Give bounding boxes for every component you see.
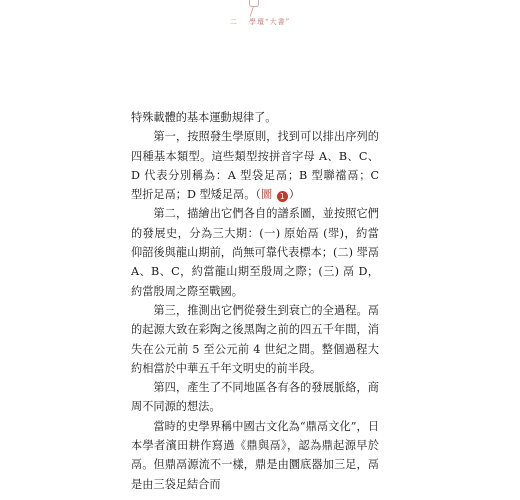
figure-label: 圖	[261, 188, 273, 202]
body-text	[131, 108, 379, 494]
figure-close-paren: ）	[288, 188, 300, 202]
paragraph-first-text: 第一，按照發生學原則，找到可以排出序列的四種基本類型。這些類型按拼音字母 A、B、C、D 代表分別稱為：A 型袋足鬲；B 型聯襠鬲；C 型折足鬲；D 型矮足鬲。（	[131, 130, 379, 202]
figure-number-badge: 1	[277, 191, 288, 202]
paragraph-third: 第三，推測出它們從發生到衰亡的全過程。鬲的起源大致在彩陶之後黑陶之前的四五千年間，消失在公元前 5 至公元前 4 世紀之間。整個過程大約相當於中華五千年文明史的前半段。	[131, 303, 379, 375]
figure-reference[interactable]	[261, 188, 289, 201]
chapter-title: 學壇“大書”	[249, 18, 291, 26]
paragraph-first	[131, 127, 379, 204]
paragraph-continuation: 特殊載體的基本運動規律了。	[131, 111, 277, 124]
header-divider	[250, 6, 254, 17]
chapter-number: 二	[229, 18, 238, 26]
paragraph-second: 第二，描繪出它們各自的譜系圖，並按照它們的發展史，分為三大期：(一) 原始鬲 (斝)，約當仰韶後與龍山期前，尚無可靠代表標本；(二) 斝鬲 A、B、C，約當龍山期至殷周之際；(三) 鬲 D，約當殷周之際至戰國。	[131, 207, 379, 298]
paragraph-fourth: 第四，產生了不同地區各有各的發展脈絡，商周不同源的想法。	[131, 381, 379, 414]
running-header	[210, 17, 310, 27]
paragraph-final: 當時的史學界稱中國古文化為“鼎鬲文化”，日本學者濱田耕作寫過《鼎與鬲》，認為鼎起源早於鬲。但鼎鬲源流不一樣，鼎是由圜底器加三足，鬲是由三袋足結合而	[131, 419, 379, 491]
